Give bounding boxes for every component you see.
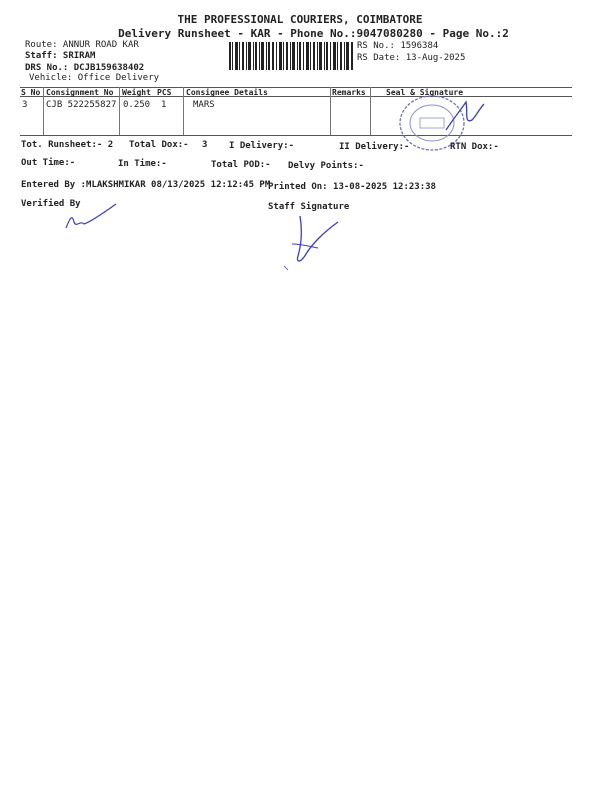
route-text: Route: ANNUR ROAD KAR bbox=[25, 40, 139, 50]
vehicle-text: Vehicle: Office Delivery bbox=[29, 73, 160, 83]
rs-date: RS Date: 13-Aug-2025 bbox=[357, 53, 466, 63]
staff-signature-label: Staff Signature bbox=[268, 202, 350, 212]
total-dox-value: 3 bbox=[202, 140, 208, 150]
header-remarks: Remarks bbox=[332, 88, 366, 97]
staff-text: Staff: SRIRAM bbox=[25, 51, 96, 61]
i-delivery: I Delivery:- bbox=[229, 141, 295, 151]
out-time: Out Time:- bbox=[21, 158, 76, 168]
in-time: In Time:- bbox=[118, 159, 167, 169]
cell-pcs: 1 bbox=[161, 100, 167, 110]
rtn-dox: RTN Dox:- bbox=[450, 142, 499, 152]
cell-consignee: MARS bbox=[193, 100, 215, 110]
drs-number: DRS No.: DCJB159638402 bbox=[25, 63, 145, 73]
tot-runsheet: Tot. Runsheet:- 2 bbox=[21, 140, 114, 150]
total-pod: Total POD:- bbox=[211, 160, 271, 170]
header-seal: Seal & Signature bbox=[386, 88, 464, 97]
col-divider bbox=[43, 87, 44, 135]
verified-by: Verified By bbox=[21, 199, 81, 209]
staff-signature bbox=[278, 214, 348, 274]
col-divider bbox=[119, 87, 120, 135]
runsheet-subtitle: Delivery Runsheet - KAR - Phone No.:9047080280 - Page No.:2 bbox=[118, 27, 509, 40]
total-dox-label: Total Dox:- bbox=[129, 140, 189, 150]
cell-consignment: CJB 522255827 bbox=[46, 100, 117, 110]
col-divider bbox=[183, 87, 184, 135]
cell-sno: 3 bbox=[22, 100, 28, 110]
ii-delivery: II Delivery:- bbox=[339, 142, 410, 152]
barcode bbox=[229, 42, 353, 70]
header-pcs: PCS bbox=[157, 88, 172, 97]
printed-on: Printed On: 13-08-2025 12:23:38 bbox=[268, 182, 436, 192]
company-title: THE PROFESSIONAL COURIERS, COIMBATORE bbox=[177, 13, 423, 26]
col-divider bbox=[370, 87, 371, 135]
verifier-signature bbox=[62, 200, 122, 234]
delvy-points: Delvy Points:- bbox=[288, 161, 364, 171]
header-consignment: Consignment No bbox=[46, 88, 114, 97]
header-weight: Weight bbox=[122, 88, 151, 97]
rs-number: RS No.: 1596384 bbox=[357, 41, 439, 51]
col-divider bbox=[330, 87, 331, 135]
entered-by: Entered By :MLAKSHMIKAR 08/13/2025 12:12:45 PM bbox=[21, 180, 271, 190]
cell-weight: 0.250 bbox=[123, 100, 151, 110]
header-consignee: Consignee Details bbox=[186, 88, 268, 97]
header-sno: S No bbox=[21, 88, 41, 97]
